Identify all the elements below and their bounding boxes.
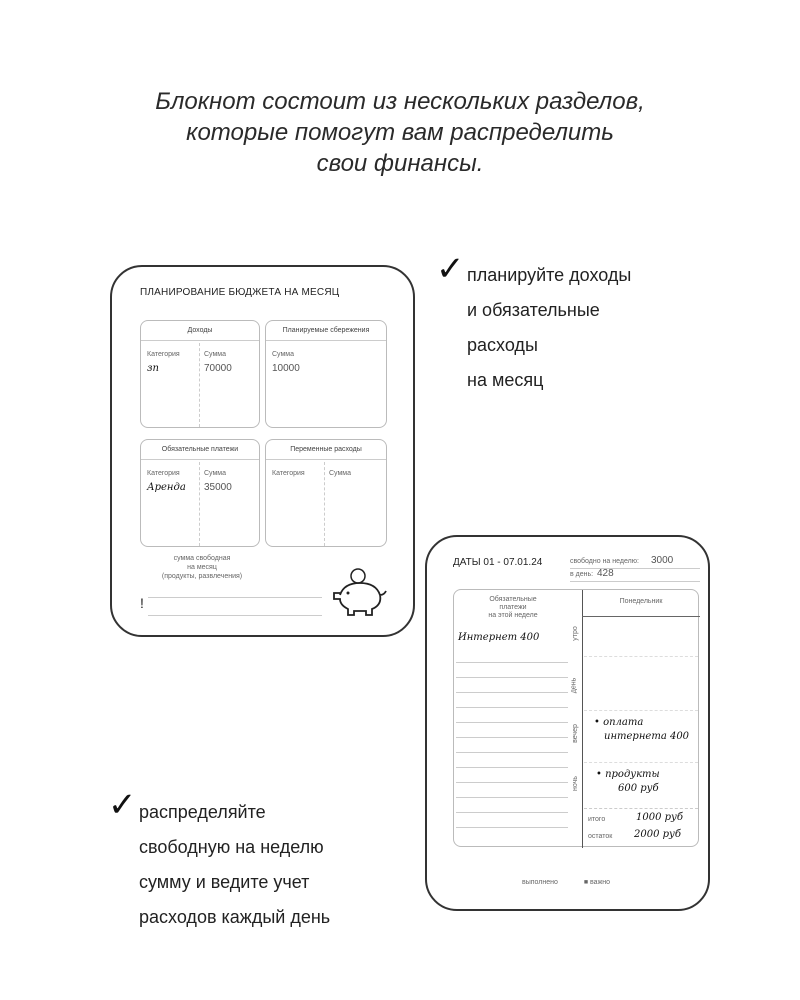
legend: выполнено ■ важно (522, 879, 611, 886)
headline (0, 86, 800, 179)
point-line: расходы (467, 335, 538, 355)
entry-text: продукты (605, 769, 660, 780)
label-line: платежи (499, 604, 527, 611)
box-title: Доходы (141, 321, 259, 341)
point-line: на месяц (467, 370, 544, 390)
label-line: (продукты, развлечения) (161, 573, 243, 580)
weekly-page-preview (425, 535, 710, 911)
point-line: свободную на неделю (139, 837, 324, 857)
label-line: Обязательные (489, 596, 537, 603)
category-value: зп (147, 363, 159, 374)
sum-value: 10000 (272, 363, 300, 374)
savings-box (265, 320, 387, 428)
feature-point-2 (139, 795, 330, 935)
column-label: Сумма (272, 351, 294, 358)
sum-value: 70000 (204, 363, 232, 374)
checkmark-icon: ✓ (436, 250, 465, 288)
entry-text: интернета 400 (604, 731, 690, 742)
total-value: 1000 руб (636, 812, 683, 823)
slot-label: день (570, 677, 578, 694)
budget-page-preview (110, 265, 415, 637)
column-label: Категория (272, 470, 305, 477)
income-box (140, 320, 260, 428)
exclamation-mark: ! (140, 595, 144, 611)
headline-line: Блокнот состоит из нескольких разделов, (155, 88, 645, 115)
column-label: Сумма (329, 470, 351, 477)
per-day-value: 428 (597, 568, 614, 579)
variable-box (265, 439, 387, 547)
week-free-value: 3000 (651, 555, 674, 566)
column-label: Категория (147, 351, 180, 358)
column-label: Сумма (204, 351, 226, 358)
category-value: Аренда (147, 482, 186, 493)
point-line: расходов каждый день (139, 907, 331, 927)
headline-line: свои финансы. (316, 150, 484, 177)
point-line: планируйте доходы (467, 265, 632, 285)
legend-done: выполнено (522, 879, 558, 886)
sum-value: 35000 (204, 482, 232, 493)
column-label: Сумма (204, 470, 226, 477)
day-title: Понедельник (619, 598, 663, 605)
per-day-label: в день: (570, 571, 594, 578)
dates-label: ДАТЫ 01 - 07.01.24 (453, 557, 543, 568)
column-label: Категория (147, 470, 180, 477)
point-line: распределяйте (139, 802, 266, 822)
mandatory-title (458, 596, 568, 620)
entry-1: • оплата интернета 400 (594, 717, 690, 742)
mandatory-item: Интернет 400 (458, 632, 540, 643)
label-line: на этой неделе (488, 612, 538, 619)
point-line: сумму и ведите учет (139, 872, 310, 892)
total-label: итого (588, 816, 606, 823)
page-title: ПЛАНИРОВАНИЕ БЮДЖЕТА НА МЕСЯЦ (140, 287, 340, 298)
label-line: сумма свободная (173, 555, 231, 562)
rest-value: 2000 руб (634, 829, 681, 840)
week-free-label: свободно на неделю: (570, 558, 639, 565)
label-line: на месяц (187, 564, 217, 571)
entry-text: 600 руб (618, 783, 659, 794)
mandatory-box (140, 439, 260, 547)
box-title: Планируемые сбережения (266, 321, 386, 341)
legend-important: важно (590, 879, 611, 886)
free-sum-label (142, 554, 262, 581)
headline-line: которые помогут вам распределить (186, 119, 614, 146)
entry-2: • продукты 600 руб (596, 769, 660, 794)
point-line: и обязательные (467, 300, 600, 320)
piggy-bank-icon (330, 567, 388, 619)
rest-label: остаток (588, 833, 613, 840)
checkmark-icon: ✓ (108, 786, 137, 824)
slot-label: ночь (571, 776, 579, 791)
slot-label: утро (571, 626, 579, 641)
feature-point-1 (467, 258, 631, 398)
entry-text: оплата (603, 717, 644, 728)
box-title: Переменные расходы (266, 440, 386, 460)
slot-label: вечер (571, 724, 579, 743)
weekly-table (453, 589, 699, 847)
box-title: Обязательные платежи (141, 440, 259, 460)
